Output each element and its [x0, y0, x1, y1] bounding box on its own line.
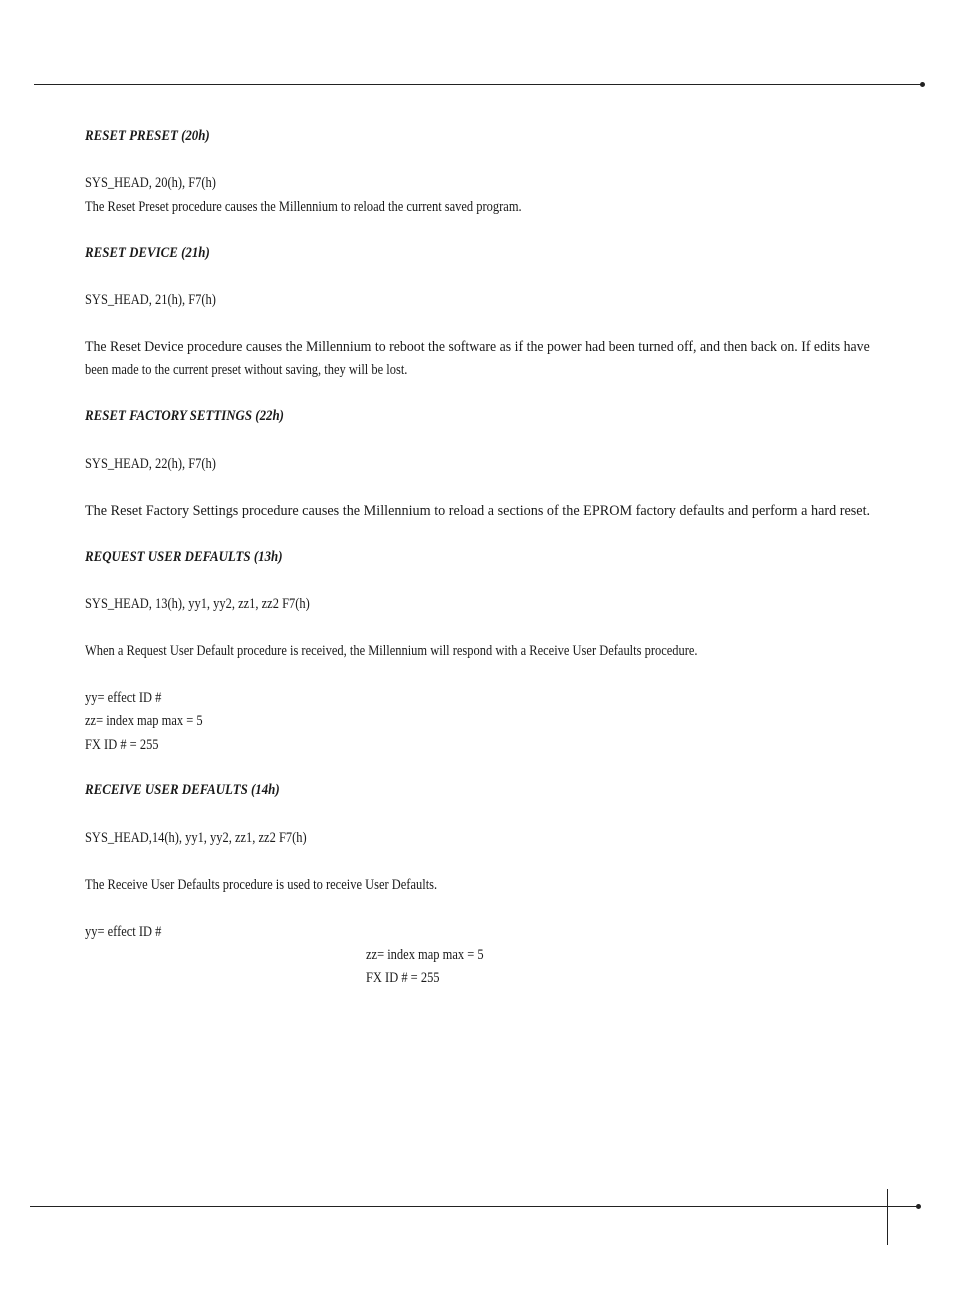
- syntax-request-user-defaults: SYS_HEAD, 13(h), yy1, yy2, zz1, zz2 F7(h): [85, 596, 310, 612]
- param-yy-request: yy= effect ID #: [85, 690, 162, 706]
- bottom-rule-dot: [916, 1204, 921, 1209]
- param-fxid-request: FX ID # = 255: [85, 737, 159, 753]
- top-rule: [34, 84, 922, 85]
- page-corner-tick: [887, 1189, 888, 1245]
- heading-reset-factory-settings: RESET FACTORY SETTINGS (22h): [85, 408, 284, 424]
- desc-request-user-defaults: When a Request User Default procedure is received, the Millennium will respond with a Receive User Defaults procedure.: [85, 643, 698, 659]
- param-zz-receive: zz= index map max = 5: [366, 947, 484, 963]
- syntax-reset-device: SYS_HEAD, 21(h), F7(h): [85, 292, 216, 308]
- param-yy-receive: yy= effect ID #: [85, 924, 162, 940]
- syntax-reset-preset: SYS_HEAD, 20(h), F7(h): [85, 175, 216, 191]
- param-zz-request: zz= index map max = 5: [85, 713, 203, 729]
- desc-reset-preset: The Reset Preset procedure causes the Millennium to reload the current saved program.: [85, 199, 522, 215]
- desc-reset-factory-settings: The Reset Factory Settings procedure causes the Millennium to reload a sections of the EPROM factory defaults and perform a hard reset.: [85, 503, 871, 519]
- heading-request-user-defaults: REQUEST USER DEFAULTS (13h): [85, 549, 283, 565]
- desc-reset-device-line2: been made to the current preset without saving, they will be lost.: [85, 362, 408, 378]
- desc-reset-device-line1: The Reset Device procedure causes the Millennium to reboot the software as if the power had been turned off, and then back on. If edits have: [85, 339, 870, 355]
- heading-reset-preset: RESET PRESET (20h): [85, 128, 210, 144]
- syntax-reset-factory-settings: SYS_HEAD, 22(h), F7(h): [85, 456, 216, 472]
- desc-receive-user-defaults: The Receive User Defaults procedure is used to receive User Defaults.: [85, 877, 438, 893]
- heading-receive-user-defaults: RECEIVE USER DEFAULTS (14h): [85, 782, 280, 798]
- heading-reset-device: RESET DEVICE (21h): [85, 245, 210, 261]
- top-rule-dot: [920, 82, 925, 87]
- syntax-receive-user-defaults: SYS_HEAD,14(h), yy1, yy2, zz1, zz2 F7(h): [85, 830, 307, 846]
- bottom-rule: [30, 1206, 918, 1207]
- param-fxid-receive: FX ID # = 255: [366, 970, 440, 986]
